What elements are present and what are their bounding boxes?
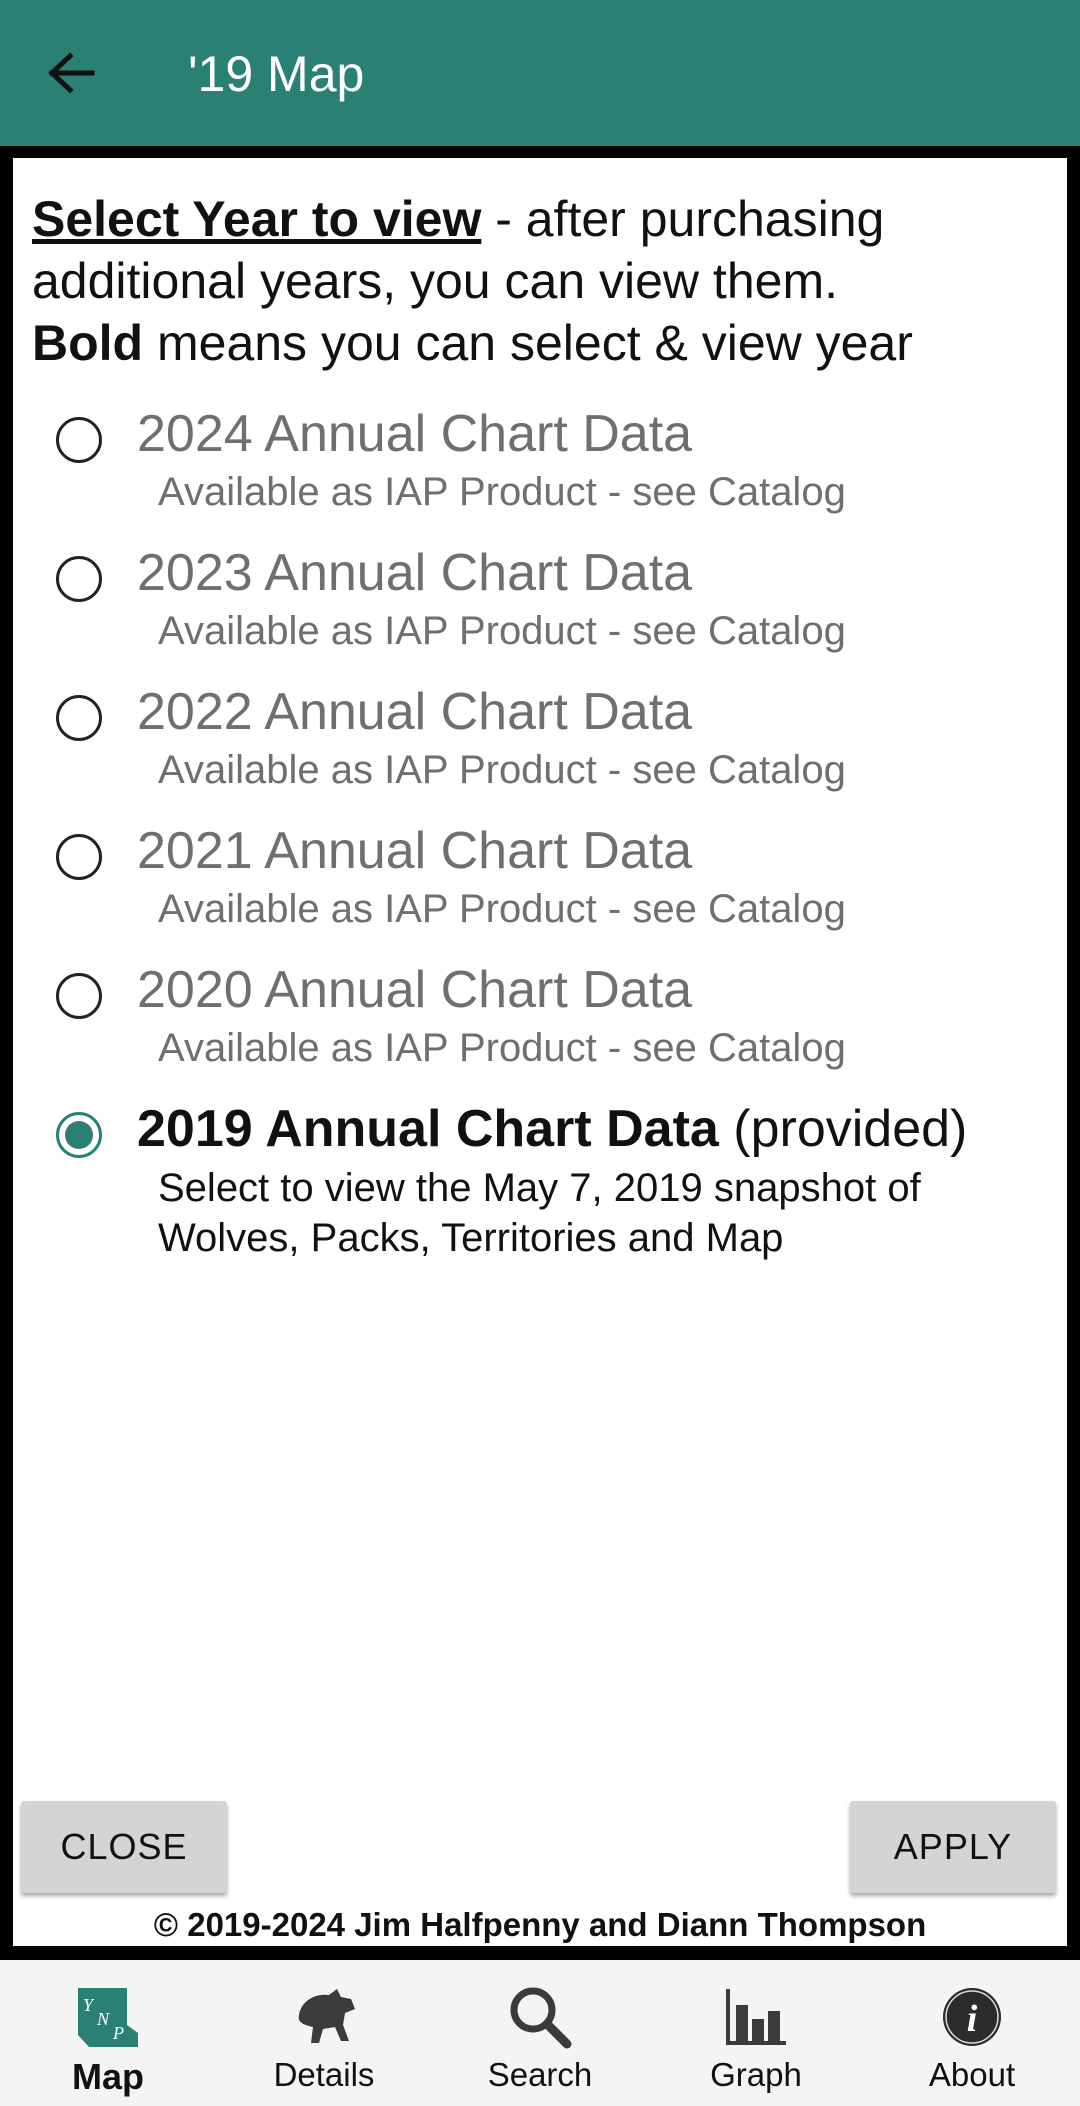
intro-bold-rest: means you can select & view year xyxy=(143,315,913,371)
nav-label: About xyxy=(928,2056,1016,2093)
option-title xyxy=(137,1097,967,1161)
bar-chart-icon xyxy=(721,1982,791,2052)
option-subtitle: Select to view the May 7, 2019 snapshot of Wolves, Packs, Territories and Map xyxy=(158,1166,921,1260)
intro-text xyxy=(32,188,1052,374)
radio-button-selected[interactable] xyxy=(56,1112,102,1158)
option-title: 2024 Annual Chart Data xyxy=(137,405,693,463)
apply-button[interactable]: APPLY xyxy=(850,1801,1056,1893)
nav-label: Graph xyxy=(710,2056,802,2093)
search-icon xyxy=(505,1982,575,2052)
nav-label: Map xyxy=(72,2056,144,2097)
year-option-2023[interactable] xyxy=(13,541,1067,680)
svg-text:i: i xyxy=(966,1998,978,2040)
intro-bold-word: Bold xyxy=(32,315,144,371)
radio-button[interactable] xyxy=(56,695,102,741)
bottom-nav xyxy=(0,1960,1080,2106)
info-icon xyxy=(937,1982,1007,2052)
year-option-2020[interactable] xyxy=(13,958,1067,1097)
select-year-dialog xyxy=(13,158,1067,1946)
close-button[interactable]: CLOSE xyxy=(21,1801,227,1893)
svg-text:Y: Y xyxy=(83,1995,94,2015)
year-options xyxy=(13,402,1067,1260)
radio-button[interactable] xyxy=(56,556,102,602)
nav-item-about[interactable] xyxy=(864,1960,1080,2106)
option-title-suffix: (provided) xyxy=(718,1100,968,1158)
svg-text:N: N xyxy=(97,2009,110,2029)
wolf-icon xyxy=(289,1982,359,2052)
option-title-bold: 2019 Annual Chart Data xyxy=(137,1100,719,1158)
nav-item-graph[interactable] xyxy=(648,1960,864,2106)
page-title: '19 Map xyxy=(188,46,365,102)
nav-label: Search xyxy=(487,2056,593,2093)
intro-heading-rest: - after purchasing additional years, you can view them. xyxy=(32,191,885,309)
option-title: 2022 Annual Chart Data xyxy=(137,683,693,741)
year-option-2024[interactable] xyxy=(13,402,1067,541)
year-option-2022[interactable] xyxy=(13,680,1067,819)
option-subtitle: Available as IAP Product - see Catalog xyxy=(158,748,846,792)
svg-text:P: P xyxy=(113,2023,124,2043)
back-button[interactable] xyxy=(44,40,100,106)
nav-item-search[interactable] xyxy=(432,1960,648,2106)
copyright-text: © 2019-2024 Jim Halfpenny and Diann Thompson xyxy=(153,1906,927,1943)
radio-button[interactable] xyxy=(56,973,102,1019)
option-title: 2020 Annual Chart Data xyxy=(137,961,693,1019)
year-option-2021[interactable] xyxy=(13,819,1067,958)
arrow-left-icon xyxy=(48,53,96,93)
radio-button[interactable] xyxy=(56,417,102,463)
radio-button[interactable] xyxy=(56,834,102,880)
option-subtitle: Available as IAP Product - see Catalog xyxy=(158,609,846,653)
option-subtitle: Available as IAP Product - see Catalog xyxy=(158,1026,846,1070)
option-subtitle: Available as IAP Product - see Catalog xyxy=(158,470,846,514)
option-subtitle: Available as IAP Product - see Catalog xyxy=(158,887,846,931)
ynp-map-icon xyxy=(73,1982,143,2052)
option-title: 2023 Annual Chart Data xyxy=(137,544,693,602)
year-option-2019[interactable] xyxy=(13,1097,1067,1260)
intro-heading: Select Year to view xyxy=(32,191,482,247)
nav-item-map[interactable] xyxy=(0,1960,216,2106)
nav-label: Details xyxy=(273,2056,375,2093)
nav-item-details[interactable] xyxy=(216,1960,432,2106)
app-bar xyxy=(0,0,1080,146)
option-title: 2021 Annual Chart Data xyxy=(137,822,693,880)
